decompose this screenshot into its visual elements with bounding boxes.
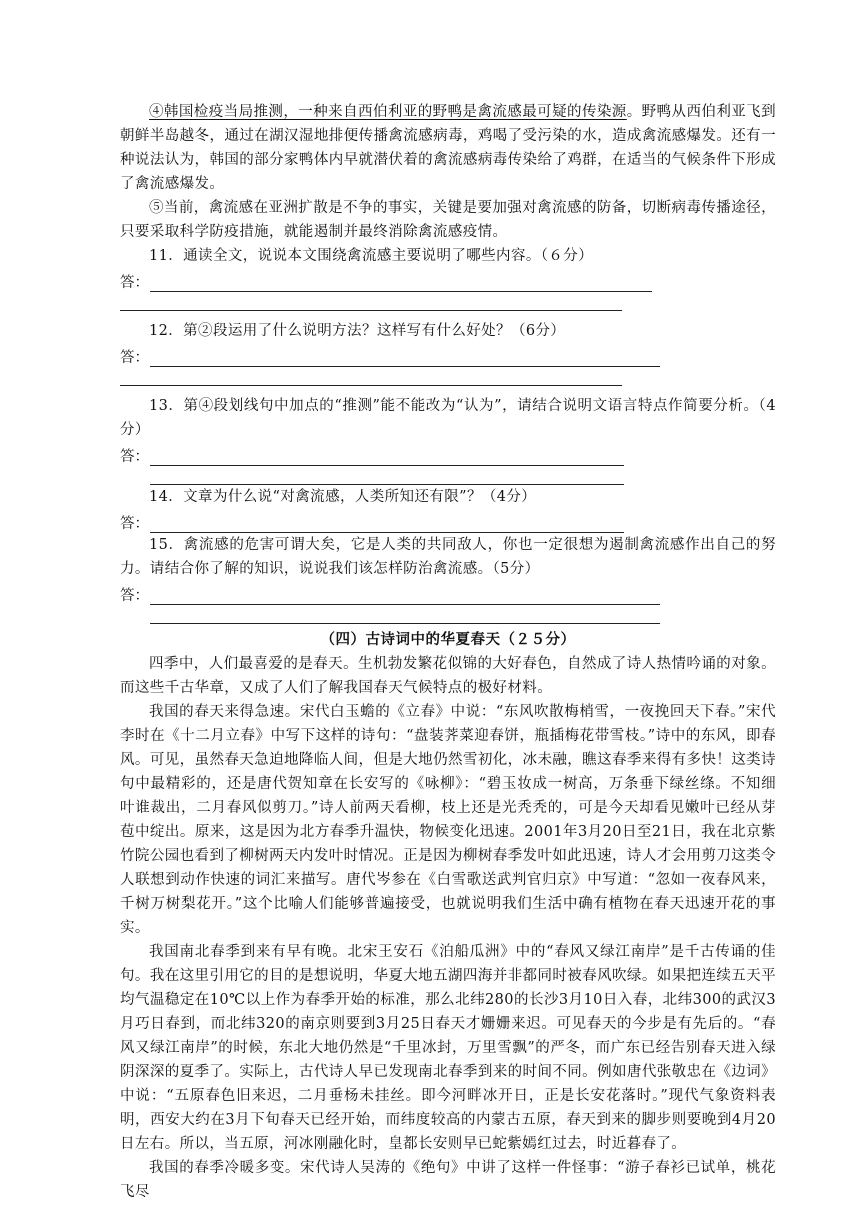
answer-15: 答： — [120, 581, 776, 605]
essay-paragraph-1: 四季中，人们最喜爱的是春天。生机勃发繁花似锦的大好春色，自然成了诗人热情吟诵的对象。而这些千古华章，又成了人们了解我国春天气候特点的极好材料。 — [120, 656, 776, 696]
essay-paragraph-2: 我国的春天来得急速。宋代白玉蟾的《立春》中说：“东风吹散梅梢雪，一夜挽回天下春。”宋代李时在《十二月立春》中写下这样的诗句：“盘装荠菜迎春饼，瓶插梅花带雪枝。”诗中的东风，即春风。可见，虽然春天急迫地降临人间，但是大地仍然雪初化，冰未融，瞧这春季来得有多快！这类诗句中最精彩的，还是唐代贺知章在长安写的《咏柳》：“碧玉妆成一树高，万条垂下绿丝绦。不知细叶谁裁出，二月春风似剪刀。”诗人前两天看柳，枝上还是光秃秃的，可是今天却看见嫩叶已经从芽苞中绽出。原来，这是因为北方春季升温快，物候变化迅速。2001年3月20日至21日，我在北京紫竹院公园也看到了柳树两天内发叶时情况。正是因为柳树春季发叶如此迅速，诗人才会用剪刀这类令人联想到动作快速的词汇来描写。唐代岑参在《白雪歌送武判官归京》中写道：“忽如一夜春风来，千树万树梨花开。”这个比喻人们能够普遍接受，也就说明我们生活中确有植物在春天迅速开花的事实。 — [120, 704, 776, 936]
question-14: 14．文章为什么说“对禽流感，人类所知还有限”？（4分） — [149, 489, 537, 505]
section-title: （四）古诗词中的华夏春天（２５分） — [320, 631, 576, 648]
question-11: 11．通读全文，说说本文围绕禽流感主要说明了哪些内容。（６分） — [149, 248, 594, 264]
answer-line[interactable] — [150, 352, 660, 367]
answer-line[interactable] — [120, 369, 622, 386]
answer-line[interactable] — [150, 518, 624, 533]
question-12: 12．第②段运用了什么说明方法？这样写有什么好处？（6分） — [149, 323, 566, 339]
question-15: 15．禽流感的危害可谓大矣，它是人类的共同敌人，你也一定很想为遏制禽流感作出自己的努力。请结合你了解的知识，说说我们该怎样防治禽流感。（5分） — [120, 537, 776, 577]
paragraph-4: ④韩国检疫当局推测，一种来自西伯利亚的野鸭是禽流感最可疑的传染源。野鸭从西伯利亚飞到朝鲜半岛越冬，通过在湖汉湿地排便传播禽流感病毒，鸡喝了受污染的水，造成禽流感爆发。还有一种说法认为，韩国的部分家鸭体内早就潜伏着的禽流感病毒传染给了鸡群，在适当的气候条件下形成了禽流感爆发。 — [120, 104, 777, 192]
answer-line[interactable] — [150, 590, 660, 605]
answer-11: 答： — [120, 268, 776, 292]
answer-line[interactable] — [150, 451, 624, 466]
answer-line[interactable] — [150, 607, 660, 624]
essay-paragraph-4: 我国的春季冷暖多变。宋代诗人吴涛的《绝句》中讲了这样一件怪事：“游子春衫已试单，桃花飞尽 — [120, 1160, 776, 1200]
question-13: 13．第④段划线句中加点的“推测”能不能改为“认为”，请结合说明文语言特点作简要分析。（4分） — [120, 398, 776, 438]
essay-paragraph-3: 我国南北春季到来有早有晚。北宋王安石《泊船瓜洲》中的“春风又绿江南岸”是千古传诵的佳句。我在这里引用它的目的是想说明，华夏大地五湖四海并非都同时被春风吹绿。如果把连续五天平均气温稳定在10℃以上作为春季开始的标准，那么北纬280的长沙3月10日入春，北纬300的武汉3月巧日春到，而北纬320的南京则要到3月25日春天才姗姗来迟。可见春天的今步是有先后的。“春风又绿江南岸”的时候，东北大地仍然是“千里冰封，万里雪飘”的严冬，而广东已经告别春天进入绿阴深深的夏季了。实际上，古代诗人早已发现南北春季到来的时间不同。例如唐代张敬忠在《边词》中说：“五原春色旧来迟，二月垂杨未挂丝。即今河畔冰开日，正是长安花落时。”现代气象资料表明，西安大约在3月下旬春天已经开始，而纬度较高的内蒙古五原，春天到来的脚步则要晚到4月20日左右。所以，当五原，河冰刚融化时，皇都长安则早已蛇紫嫣红过去，时近暮春了。 — [120, 944, 776, 1152]
answer-14: 答： — [120, 509, 776, 533]
answer-13: 答： — [120, 442, 776, 466]
exam-page — [120, 100, 776, 1204]
underlined-sentence: ④韩国检疫当局推测，一种来自西伯利亚的野鸭是禽流感最可疑的传染源 — [149, 104, 627, 120]
answer-line[interactable] — [120, 294, 622, 311]
answer-12: 答： — [120, 343, 776, 367]
answer-line[interactable] — [150, 468, 624, 485]
paragraph-5: ⑤当前，禽流感在亚洲扩散是不争的事实，关键是要加强对禽流感的防备，切断病毒传播途径，只要采取科学防疫措施，就能遏制并最终消除禽流感疫情。 — [120, 200, 776, 240]
answer-line[interactable] — [150, 277, 652, 292]
